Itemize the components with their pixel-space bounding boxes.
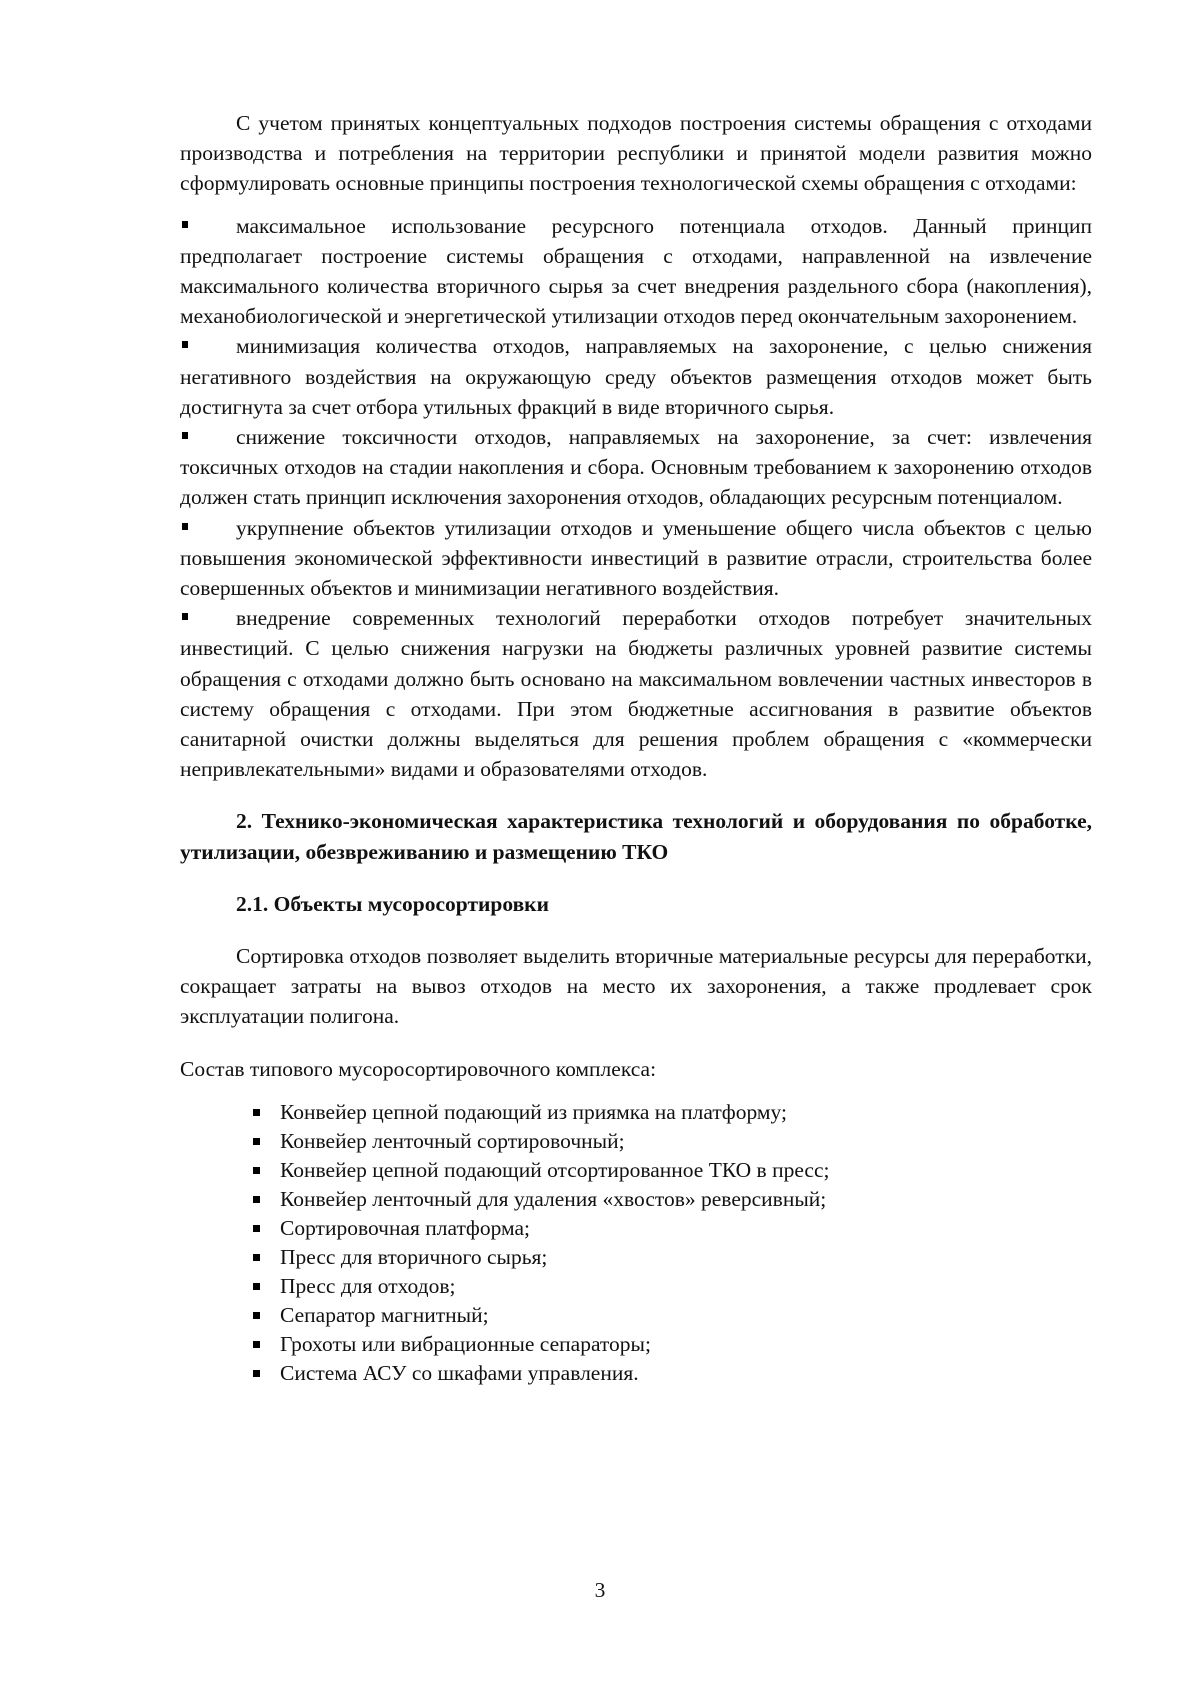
principle-item bbox=[180, 211, 1092, 332]
section-heading: 2. Технико-экономическая характеристика технологий и оборудования по обработке, утилизации, обезвреживанию и размещению ТКО bbox=[180, 809, 1092, 864]
square-bullet-icon bbox=[182, 523, 188, 530]
list-item: Конвейер ленточный для удаления «хвостов» реверсивный; bbox=[252, 1185, 1092, 1214]
principles-list bbox=[180, 211, 1092, 785]
square-bullet-icon bbox=[182, 432, 188, 439]
list-item: Конвейер цепной подающий отсортированное ТКО в пресс; bbox=[252, 1156, 1092, 1185]
document-page bbox=[180, 108, 1092, 1388]
square-bullet-icon bbox=[253, 1109, 260, 1116]
principle-text: внедрение современных технологий переработки отходов потребует значительных инвестиций. С целью снижения нагрузки на бюджеты различных уровней развитие системы обращения с отходами должно быть основано на максимальном вовлечении частных инвесторов в систему обращения с отходами. При этом бюджетные ассигнования в развитие объектов санитарной очистки должны выделяться для решения проблем обращения с «коммерчески непривлекательными» видами и образователями отходов. bbox=[180, 606, 1092, 782]
principle-text: снижение токсичности отходов, направляемых на захоронение, за счет: извлечения токсичных отходов на стадии накопления и сбора. Основным требованием к захоронению отходов должен стать принцип исключения захоронения отходов, обладающих ресурсным потенциалом. bbox=[180, 425, 1092, 510]
square-bullet-icon bbox=[253, 1283, 260, 1290]
list-item: Сортировочная платформа; bbox=[252, 1214, 1092, 1243]
principle-text: максимальное использование ресурсного потенциала отходов. Данный принцип предполагает построение системы обращения с отходами, направленной на извлечение максимального количества вторичного сырья за счет внедрения раздельного сбора (накопления), механобиологической и энергетической утилизации отходов перед окончательным захоронением. bbox=[180, 213, 1092, 329]
principle-item bbox=[180, 603, 1092, 784]
square-bullet-icon bbox=[253, 1167, 260, 1174]
list-item: Пресс для отходов; bbox=[252, 1272, 1092, 1301]
principle-text: укрупнение объектов утилизации отходов и уменьшение общего числа объектов с целью повышения экономической эффективности инвестиций в развитие отрасли, строительства более совершенных объектов и минимизации негативного воздействия. bbox=[180, 515, 1092, 601]
page-number: 3 bbox=[594, 1578, 606, 1602]
square-bullet-icon bbox=[253, 1370, 260, 1377]
square-bullet-icon bbox=[253, 1312, 260, 1319]
principle-item bbox=[180, 513, 1092, 604]
principle-item bbox=[180, 331, 1092, 422]
square-bullet-icon bbox=[182, 613, 188, 620]
composition-list bbox=[180, 1098, 1092, 1388]
list-item: Грохоты или вибрационные сепараторы; bbox=[252, 1330, 1092, 1359]
square-bullet-icon bbox=[253, 1341, 260, 1348]
list-item: Сепаратор магнитный; bbox=[252, 1301, 1092, 1330]
sorting-paragraph: Сортировка отходов позволяет выделить вторичные материальные ресурсы для переработки, сокращает затраты на вывоз отходов на место их захоронения, а также продлевает срок эксплуатации полигона. bbox=[180, 944, 1092, 1029]
square-bullet-icon bbox=[182, 341, 188, 348]
square-bullet-icon bbox=[253, 1138, 260, 1145]
square-bullet-icon bbox=[253, 1225, 260, 1232]
principle-item bbox=[180, 422, 1092, 513]
square-bullet-icon bbox=[253, 1254, 260, 1261]
list-item: Конвейер ленточный сортировочный; bbox=[252, 1127, 1092, 1156]
list-item: Конвейер цепной подающий из приямка на платформу; bbox=[252, 1098, 1092, 1127]
principle-text: минимизация количества отходов, направляемых на захоронение, с целью снижения негативного воздействия на окружающую среду объектов размещения отходов может быть достигнута за счет отбора утильных фракций в виде вторичного сырья. bbox=[180, 334, 1092, 419]
subsection-heading: 2.1. Объекты мусоросортировки bbox=[236, 891, 549, 916]
square-bullet-icon bbox=[253, 1196, 260, 1203]
composition-intro: Состав типового мусоросортировочного комплекса: bbox=[180, 1056, 657, 1081]
list-item: Пресс для вторичного сырья; bbox=[252, 1243, 1092, 1272]
intro-paragraph: С учетом принятых концептуальных подходов построения системы обращения с отходами производства и потребления на территории республики и принятой модели развития можно сформулировать основные принципы построения технологической схемы обращения с отходами: bbox=[180, 111, 1092, 196]
square-bullet-icon bbox=[182, 221, 188, 228]
list-item: Система АСУ со шкафами управления. bbox=[252, 1359, 1092, 1388]
